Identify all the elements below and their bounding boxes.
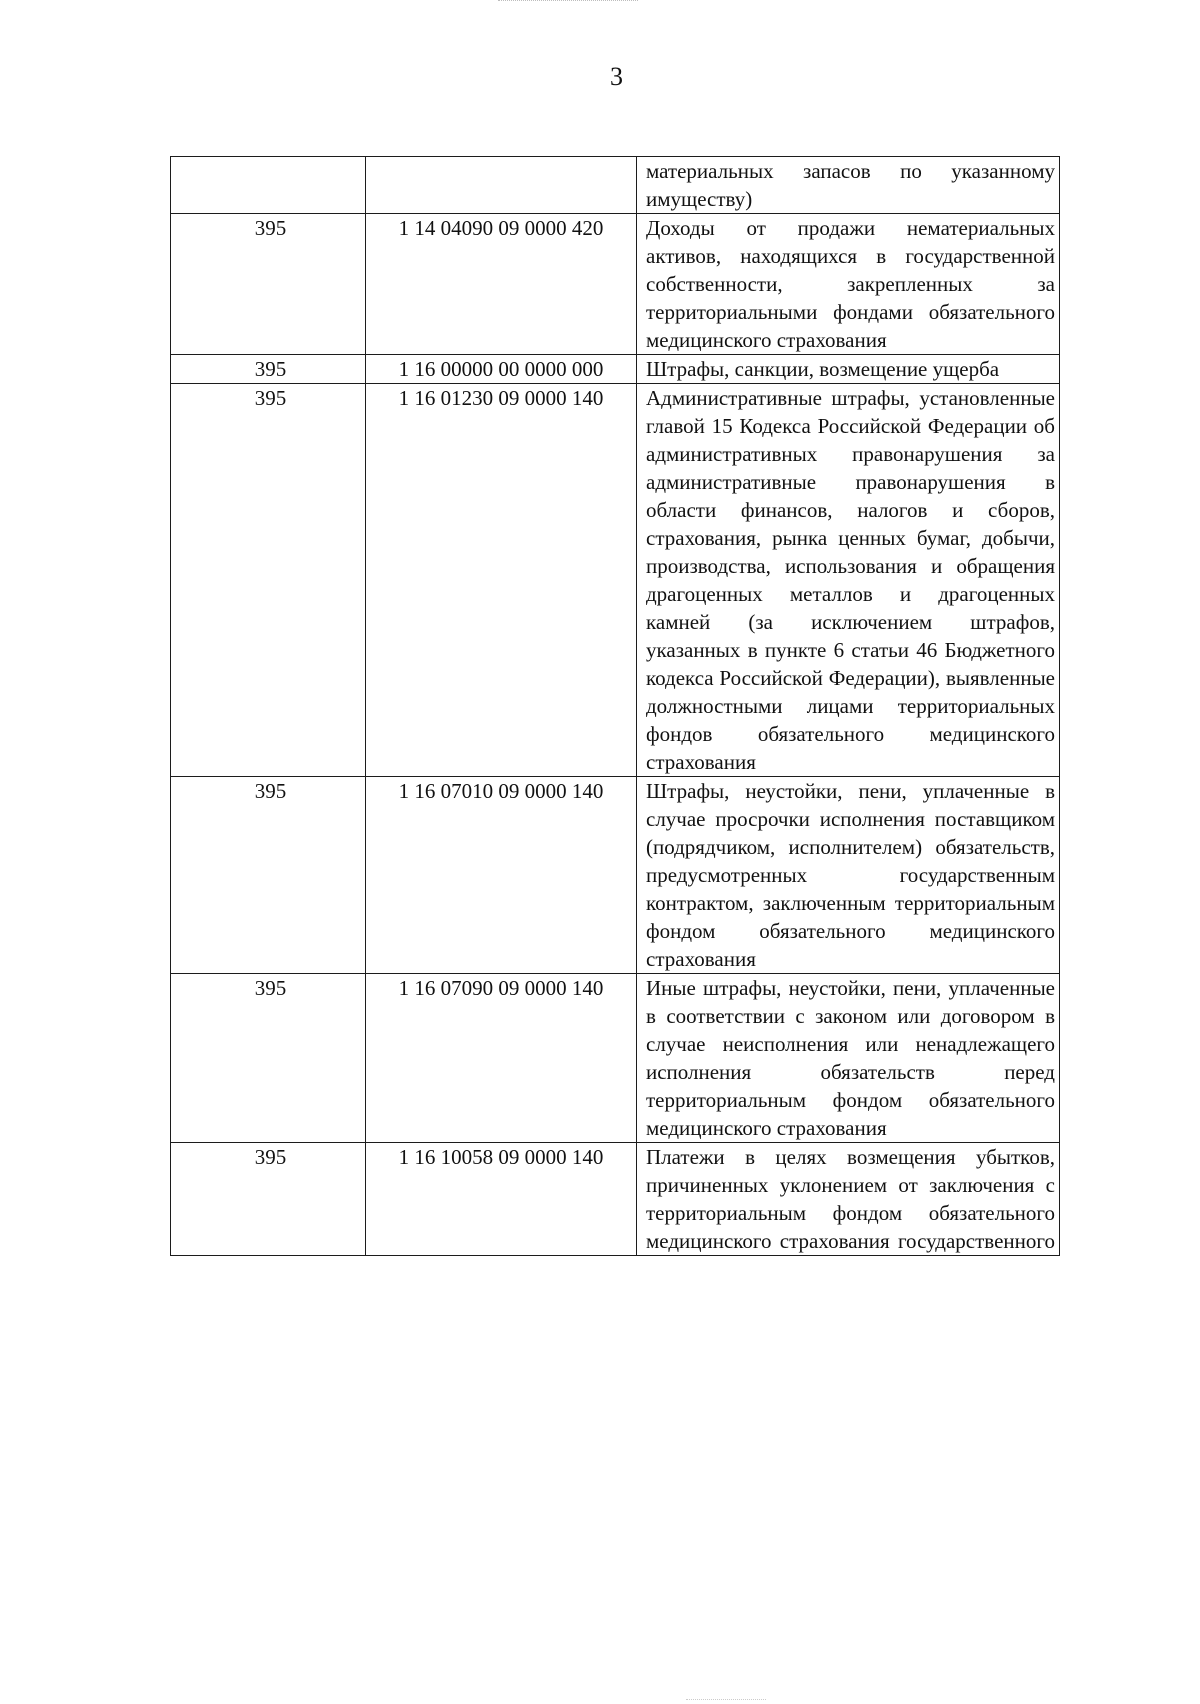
description-cell: Доходы от продажи нематериальных активов, находящихся в государственной собственности, закрепленных за территориальными фондами обязательного медицинского страхования <box>637 214 1060 355</box>
scan-artifact-bottom <box>686 1699 766 1703</box>
admin-code-cell: 395 <box>171 1143 366 1256</box>
description-cell: Иные штрафы, неустойки, пени, уплаченные в соответствии с законом или договором в случае неисполнения или ненадлежащего исполнения обязательств перед территориальным фондом обязательного медицинского страхования <box>637 974 1060 1143</box>
admin-code-cell: 395 <box>171 214 366 355</box>
table-row <box>171 777 1060 974</box>
budget-code-cell: 1 16 07090 09 0000 140 <box>366 974 637 1143</box>
admin-code-cell: 395 <box>171 355 366 384</box>
table-row <box>171 157 1060 214</box>
budget-codes-table <box>170 156 1060 1256</box>
table-row <box>171 1143 1060 1256</box>
admin-code-cell: 395 <box>171 777 366 974</box>
description-cell: Административные штрафы, установленные главой 15 Кодекса Российской Федерации об административных правонарушения за административные правонарушения в области финансов, налогов и сборов, страхования, рынка ценных бумаг, добычи, производства, использования и обращения драгоценных металлов и драгоценных камней (за исключением штрафов, указанных в пункте 6 статьи 46 Бюджетного кодекса Российской Федерации), выявленные должностными лицами территориальных фондов обязательного медицинского страхования <box>637 384 1060 777</box>
scan-artifact-top <box>498 0 638 5</box>
table-row <box>171 214 1060 355</box>
budget-code-cell: 1 16 00000 00 0000 000 <box>366 355 637 384</box>
budget-code-cell <box>366 157 637 214</box>
description-cell: Платежи в целях возмещения убытков, причиненных уклонением от заключения с территориальным фондом обязательного медицинского страхования государственного <box>637 1143 1060 1256</box>
admin-code-cell: 395 <box>171 384 366 777</box>
description-cell: Штрафы, санкции, возмещение ущерба <box>637 355 1060 384</box>
description-cell: материальных запасов по указанному имуществу) <box>637 157 1060 214</box>
description-cell: Штрафы, неустойки, пени, уплаченные в случае просрочки исполнения поставщиком (подрядчиком, исполнителем) обязательств, предусмотренных государственным контрактом, заключенным территориальным фондом обязательного медицинского страхования <box>637 777 1060 974</box>
table-row <box>171 384 1060 777</box>
table-row <box>171 355 1060 384</box>
budget-code-cell: 1 16 07010 09 0000 140 <box>366 777 637 974</box>
admin-code-cell <box>171 157 366 214</box>
budget-code-cell: 1 14 04090 09 0000 420 <box>366 214 637 355</box>
budget-code-cell: 1 16 01230 09 0000 140 <box>366 384 637 777</box>
page-number: 3 <box>610 62 623 91</box>
budget-code-cell: 1 16 10058 09 0000 140 <box>366 1143 637 1256</box>
table-row <box>171 974 1060 1143</box>
admin-code-cell: 395 <box>171 974 366 1143</box>
